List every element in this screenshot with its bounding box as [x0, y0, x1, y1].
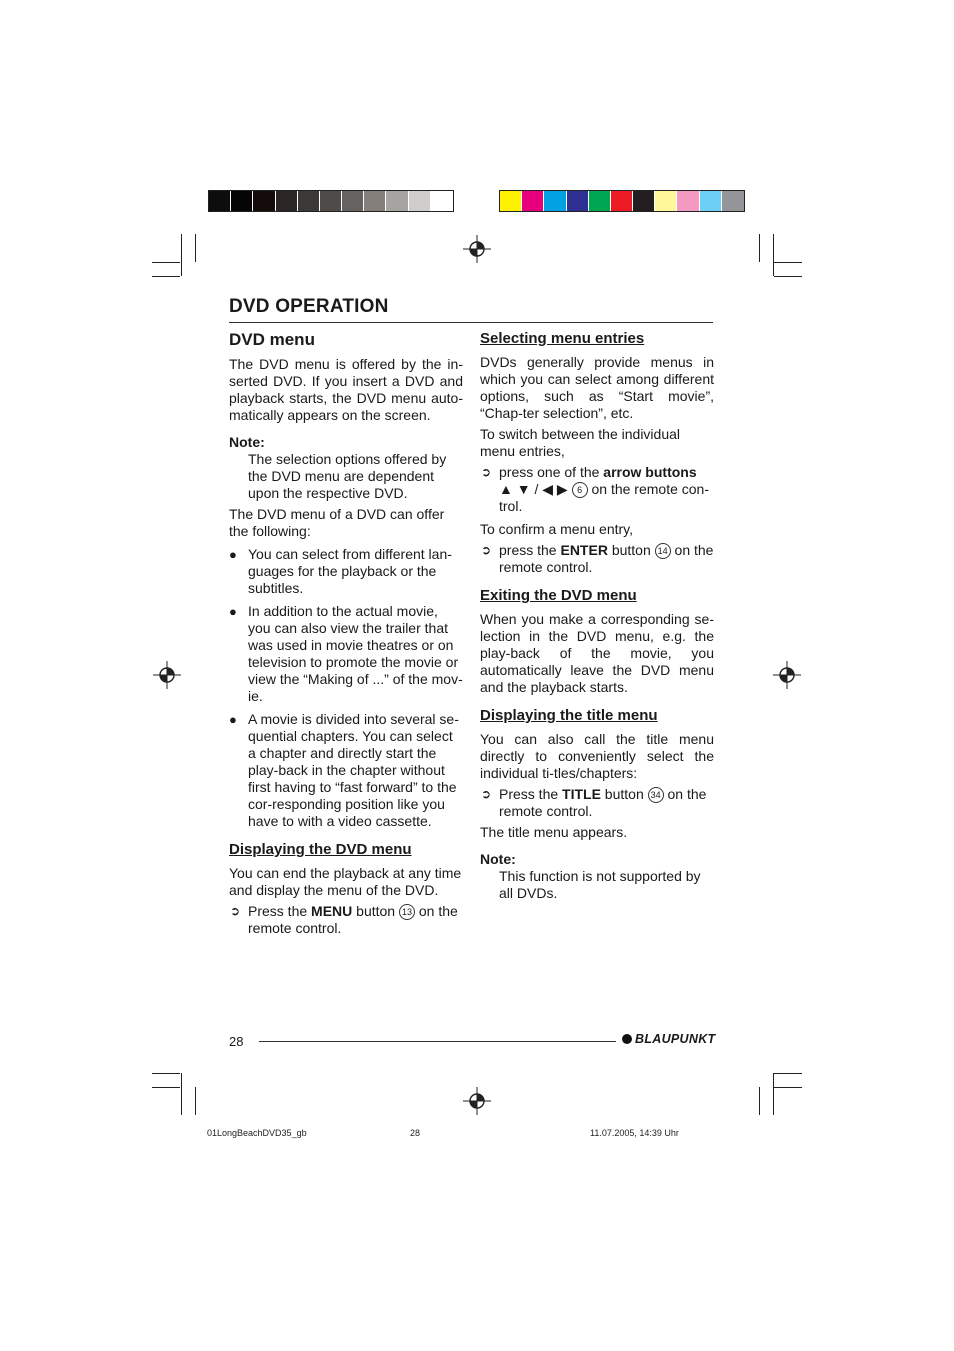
color-swatch — [677, 191, 699, 211]
button-number-badge: 14 — [655, 543, 671, 559]
color-swatch — [700, 191, 722, 211]
color-swatch — [298, 191, 320, 211]
print-slug-page: 28 — [410, 1128, 421, 1138]
color-swatch — [633, 191, 655, 211]
registration-target-icon — [463, 1087, 491, 1115]
brand-logo: BLAUPUNKT — [622, 1032, 715, 1046]
left-column — [229, 330, 463, 941]
right-column — [480, 330, 714, 906]
intro-paragraph: The DVD menu is offered by the in-serted DVD. If you insert a DVD and playback starts, the DVD menu auto-matically appears on the screen. — [229, 356, 463, 423]
registration-target-icon — [463, 235, 491, 263]
page-title: DVD OPERATION — [229, 296, 389, 317]
crop-mark — [152, 276, 180, 277]
crop-mark — [773, 1073, 774, 1115]
color-swatch — [544, 191, 566, 211]
crop-mark — [759, 234, 760, 262]
button-number-badge: 6 — [572, 482, 588, 498]
confirm-paragraph: To confirm a menu entry, — [480, 521, 634, 537]
arrow-buttons-icon: ▲ ▼ / ◀ ▶ — [499, 481, 572, 497]
color-swatch — [386, 191, 408, 211]
select-paragraph: DVDs generally provide menus in which you can select among different options, such as “Start movie”, “Chap-ter selection”, etc. — [480, 354, 714, 421]
color-swatch — [611, 191, 633, 211]
switch-paragraph: To switch between the individual menu entries, — [480, 426, 681, 459]
exit-paragraph: When you make a corresponding se-lection in the DVD menu, e.g. the play-back of the movie, you automatically leave the DVD menu and the playback starts. — [480, 611, 714, 695]
instruction-step: ➲ press the ENTER button 14 on the remote control. — [481, 542, 714, 575]
section-heading-dvd-menu: DVD menu — [229, 330, 315, 349]
page-number: 28 — [229, 1034, 244, 1049]
arrow-icon: ➲ — [481, 543, 492, 557]
crop-mark — [774, 1087, 802, 1088]
crop-mark — [181, 1073, 182, 1115]
crop-mark — [774, 262, 802, 263]
crop-mark — [759, 1087, 760, 1115]
crop-mark — [774, 1073, 802, 1074]
color-swatch — [253, 191, 275, 211]
registration-target-icon — [153, 661, 181, 689]
note-text: This function is not supported by all DVDs. — [499, 868, 701, 901]
print-slug-file: 01LongBeachDVD35_gb — [207, 1128, 307, 1138]
color-swatch — [431, 191, 453, 211]
footer-divider — [259, 1041, 616, 1042]
logo-dot-icon — [622, 1034, 632, 1044]
grayscale-color-bar — [208, 190, 454, 212]
list-item: ● A movie is divided into several se-quential chapters. You can select a chapter and directly start the play-back in the chapter without first having to “fast forward” to the cor-responding position like you have to with a video cassette. — [229, 711, 459, 829]
color-swatch — [276, 191, 298, 211]
color-swatch — [320, 191, 342, 211]
note-label: Note: — [229, 434, 265, 450]
arrow-icon: ➲ — [230, 904, 241, 918]
color-swatch — [409, 191, 431, 211]
print-slug-date: 11.07.2005, 14:39 Uhr — [590, 1128, 679, 1138]
button-number-badge: 34 — [648, 787, 664, 803]
color-swatch — [655, 191, 677, 211]
color-swatch — [209, 191, 231, 211]
instruction-step: ➲ Press the MENU button 13 on the remote control. — [230, 903, 458, 936]
bullet-icon: ● — [229, 712, 237, 727]
crop-mark — [774, 276, 802, 277]
crop-mark — [181, 234, 182, 276]
color-swatch — [567, 191, 589, 211]
section-heading-selecting-menu-entries: Selecting menu entries — [480, 330, 645, 347]
crop-mark — [152, 1087, 180, 1088]
note-label: Note: — [480, 851, 516, 867]
section-heading-exiting-dvd-menu: Exiting the DVD menu — [480, 587, 637, 604]
display-paragraph: You can end the playback at any time and display the menu of the DVD. — [229, 865, 462, 898]
color-swatch — [522, 191, 544, 211]
button-number-badge: 13 — [399, 904, 415, 920]
color-swatch — [722, 191, 744, 211]
offer-paragraph: The DVD menu of a DVD can offer the following: — [229, 506, 445, 539]
color-swatch — [500, 191, 522, 211]
color-swatch — [342, 191, 364, 211]
crop-mark — [195, 1087, 196, 1115]
section-heading-displaying-dvd-menu: Displaying the DVD menu — [229, 841, 412, 858]
instruction-step: ➲ Press the TITLE button 34 on the remote control. — [481, 786, 707, 819]
appears-paragraph: The title menu appears. — [480, 824, 628, 840]
instruction-step: ➲ press one of the arrow buttons ▲ ▼ / ◀ ▶ 6 on the remote con-trol. — [481, 464, 709, 514]
registration-target-icon — [773, 661, 801, 689]
arrow-icon: ➲ — [481, 787, 492, 801]
list-item: ● You can select from different lan-guages for the playback or the subtitles. — [229, 546, 452, 596]
list-item: ● In addition to the actual movie, you can also view the trailer that was used in movie theatres or on television to promote the movie or view the “Making of ...” of the mov-ie. — [229, 603, 463, 704]
bullet-icon: ● — [229, 547, 237, 562]
bullet-icon: ● — [229, 604, 237, 619]
title-divider — [229, 322, 713, 323]
arrow-icon: ➲ — [481, 465, 492, 479]
process-color-bar — [499, 190, 745, 212]
color-swatch — [231, 191, 253, 211]
note-text: The selection options offered by the DVD menu are dependent upon the respective DVD. — [248, 451, 447, 501]
color-swatch — [589, 191, 611, 211]
crop-mark — [773, 234, 774, 276]
title-menu-paragraph: You can also call the title menu directly to conveniently select the individual ti-tles/chapters: — [480, 731, 714, 781]
crop-mark — [152, 1073, 180, 1074]
section-heading-title-menu: Displaying the title menu — [480, 707, 658, 724]
crop-mark — [152, 262, 180, 263]
crop-mark — [195, 234, 196, 262]
color-swatch — [364, 191, 386, 211]
